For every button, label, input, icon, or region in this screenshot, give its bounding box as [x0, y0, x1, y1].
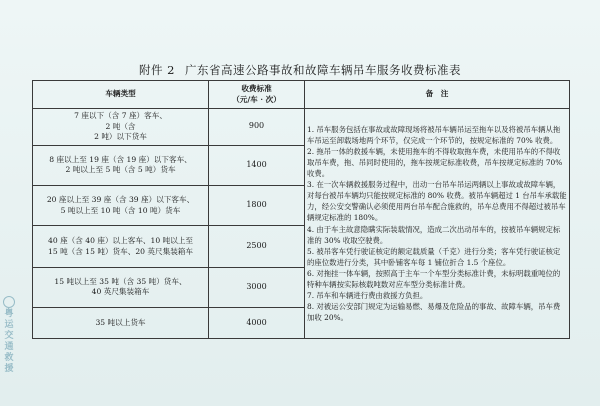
note-item: 3. 在一次车辆救援服务过程中，出动一台吊车吊运两辆以上事故或故障车辆，对每台被吊车辆均只能按规定标准的 80% 收费。被吊车辆超过 1 台吊车承载能力，经公安交警确认必须使用两台吊车配合施救的，吊车总费用不得超过被吊车辆规定标准的 180%。	[307, 180, 567, 223]
vehicle-type-line: 15 吨（含 15 吨）货车、20 英尺集装箱车	[48, 246, 193, 256]
table-header-row	[33, 81, 570, 109]
vehicle-type-line: 35 吨以上货车	[95, 317, 146, 327]
vehicle-type-cell	[33, 109, 209, 146]
note-item: 5. 被吊客车凭行驶证核定的额定载质量（千克）进行分类；客车凭行驶证核定的座位数进行分类，其中卧铺客车每 1 铺位折合 1.5 个座位。	[307, 246, 561, 267]
vehicle-type-line: 7 座以下（含 7 座）客车、	[74, 111, 167, 121]
vehicle-type-cell	[33, 186, 209, 226]
fee-cell: 2500	[209, 226, 305, 268]
vehicle-type-cell	[33, 145, 209, 186]
vehicle-type-line: 2 吨（含	[105, 121, 136, 131]
fee-standard-table	[32, 80, 570, 339]
note-item: 4. 由于车主故意隐瞒实际装载情况，造成二次出动吊车的，按被吊车辆规定标准的 30% 收取空驶费。	[307, 224, 561, 245]
note-item: 1. 吊车服务包括在事故或故障现场将被吊车辆吊运至拖车以及将被吊车辆从拖车吊运至卸载场地两个环节，仅完成一个环节的，按规定标准的 70% 收费。	[307, 124, 561, 145]
vehicle-type-line: 20 座以上至 39 座（含 39 座）以下客车、	[46, 195, 195, 205]
vehicle-type-line: 2 吨）以下货车	[94, 131, 147, 141]
header-vehicle-type: 车辆类型	[33, 81, 209, 109]
fee-cell: 1800	[209, 186, 305, 226]
notes-cell	[305, 109, 570, 339]
table-row	[33, 109, 570, 146]
fee-cell: 3000	[209, 268, 305, 308]
title-text: 广东省高速公路事故和故障车辆吊车服务收费标准表	[184, 63, 461, 77]
vehicle-type-cell	[33, 226, 209, 268]
header-fee-line2: （元/车 · 次）	[232, 94, 281, 104]
vehicle-type-line: 8 座以上至 19 座（含 19 座）以下客车、	[49, 155, 192, 165]
note-item: 6. 对拖挂一体车辆，按照高于主车一个车型分类标准计费，未标明载重吨位的特种车辆按实际核载吨数对应车型分类标准计费。	[307, 268, 561, 290]
note-item: 2. 拖吊一体的救援车辆，未使用拖车的不得收取拖车费，未使用吊车的不得收取吊车费，拖、吊同时使用的，拖车按规定标准收费，吊车按规定标准的 70% 收费。	[307, 146, 563, 178]
document-title	[0, 62, 600, 78]
vehicle-type-line: 5 吨以上至 10 吨（含 10 吨）货车	[60, 205, 181, 215]
watermark	[2, 296, 16, 375]
vehicle-type-line: 40 座（含 40 座）以上客车、10 吨以上至	[48, 236, 193, 246]
note-item: 7. 吊车和车辆进行费由救援方负担。	[307, 291, 428, 301]
header-notes: 备 注	[305, 81, 570, 109]
note-item: 8. 对被运公安部门规定为运输易燃、易爆及危险品的事故、故障车辆，吊车费加收 20%。	[307, 302, 561, 323]
header-fee-standard	[209, 81, 305, 109]
vehicle-type-cell	[33, 268, 209, 308]
fee-cell: 4000	[209, 307, 305, 338]
fee-cell: 1400	[209, 145, 305, 186]
vehicle-type-line: 15 吨以上至 35 吨（含 35 吨）货车、	[54, 277, 187, 287]
fee-cell: 900	[209, 109, 305, 146]
vehicle-type-line: 2 吨以上至 5 吨（含 5 吨）货车	[65, 165, 176, 175]
title-prefix: 附件 2	[139, 63, 175, 77]
vehicle-type-cell	[33, 307, 209, 338]
logo-circle-icon	[3, 296, 15, 308]
header-fee-line1: 收费标准	[241, 84, 272, 94]
vehicle-type-line: 40 英尺集装箱车	[91, 287, 150, 297]
watermark-text: 粤运交通救援	[4, 309, 14, 374]
